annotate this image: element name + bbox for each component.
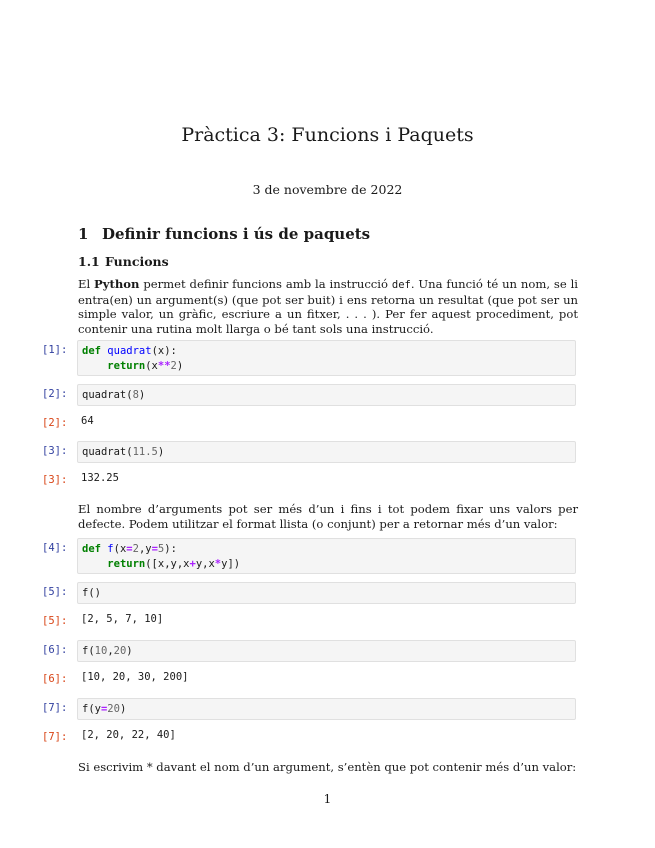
input-prompt: [2]: [42,388,68,400]
subsection-number: 1.1 [78,254,100,269]
cell-output: [2, 5, 7, 10] [81,613,164,625]
code-cell[interactable]: def quadrat(x): return(x**2) [77,340,576,376]
cell-output: 132.25 [81,472,119,484]
cell-output: [10, 20, 30, 200] [81,671,189,683]
section-title: Definir funcions i ús de paquets [102,225,371,243]
intro-paragraph: El Python permet definir funcions amb la instrucció def. Una funció té un nom, se li entra(en) un argument(s) (que pot ser buit) i ens retorna un resultat (que pot ser un simple valor, un gràfic, escriure a un fitxer, . . . ). Per fer aquest procediment, pot contenir una rutina molt llarga o bé tant sols una instrucció. [78,277,578,336]
output-prompt: [6]: [42,673,68,685]
input-prompt: [7]: [42,702,68,714]
code-cell[interactable]: f(y=20) [77,698,576,720]
page-number: 1 [323,792,332,806]
subsection-title: Funcions [105,254,169,269]
code-cell[interactable]: f() [77,582,576,604]
varargs-paragraph: Si escrivim * davant el nom d’un argument, s’entèn que pot contenir més d’un valor: [78,760,577,774]
document-title: Pràctica 3: Funcions i Paquets [181,124,474,146]
def-keyword: def [391,279,411,291]
input-prompt: [6]: [42,644,68,656]
asterisk-symbol: * [146,760,153,774]
input-prompt: [5]: [42,586,68,598]
output-prompt: [7]: [42,731,68,743]
code-line: quadrat [107,345,152,357]
code-cell[interactable]: f(10,20) [77,640,576,662]
code-cell[interactable]: def f(x=2,y=5): return([x,y,x+y,x*y]) [77,538,576,574]
output-prompt: [2]: [42,417,68,429]
document-date: 3 de novembre de 2022 [252,182,403,197]
section-heading [78,225,370,243]
output-prompt: [3]: [42,474,68,486]
code-cell[interactable]: quadrat(11.5) [77,441,576,463]
arguments-paragraph: El nombre d’arguments pot ser més d’un i fins i tot podem fixar uns valors per defecte. Podem utilitzar el format llista (o conjunt) per a retornar més d’un valor: [78,502,578,531]
input-prompt: [1]: [42,344,68,356]
input-prompt: [4]: [42,542,68,554]
output-prompt: [5]: [42,615,68,627]
section-number: 1 [78,225,89,243]
input-prompt: [3]: [42,445,68,457]
python-term: Python [94,277,140,291]
code-cell[interactable]: quadrat(8) [77,384,576,406]
subsection-heading [78,254,169,269]
cell-output: [2, 20, 22, 40] [81,729,176,741]
cell-output: 64 [81,415,94,427]
